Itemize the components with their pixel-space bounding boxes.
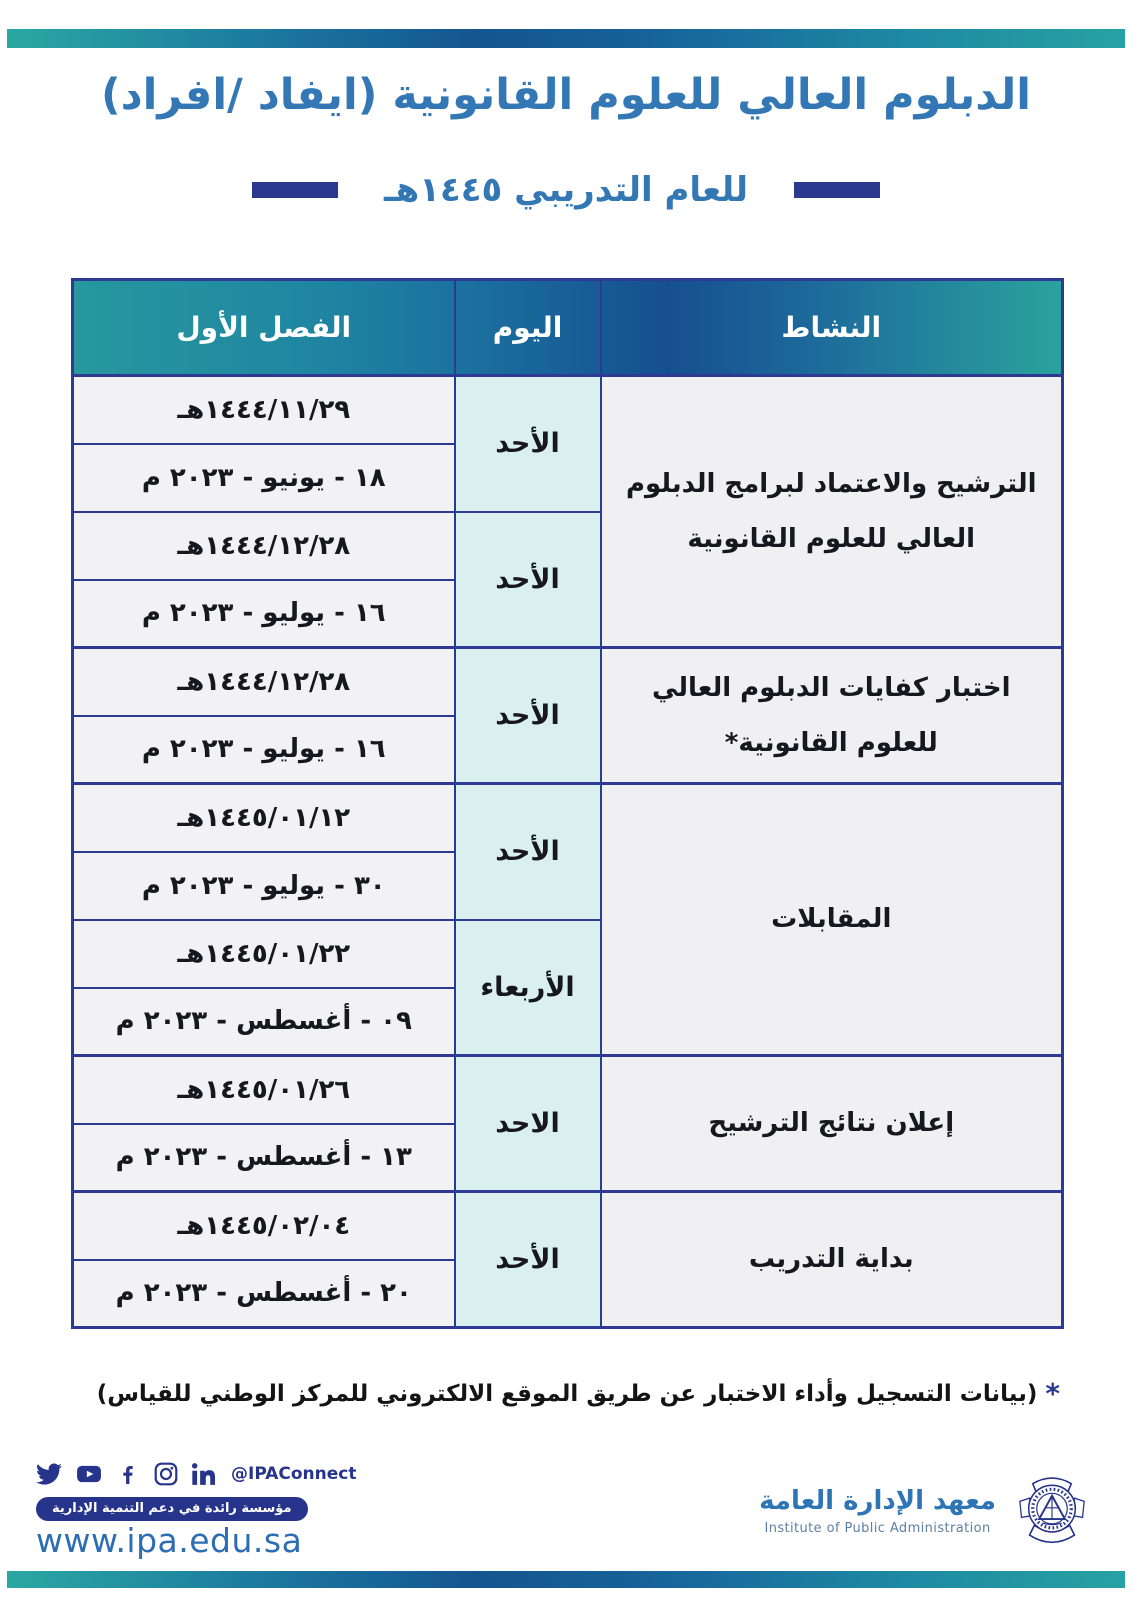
- day-cell: الأحد: [455, 784, 601, 920]
- day-cell: الأحد: [455, 648, 601, 784]
- table-row: [73, 648, 1063, 716]
- org-name-english: Institute of Public Administration: [764, 1521, 991, 1536]
- hijri-date-cell: ١٤٤٥/٠١/٢٦هـ: [73, 1056, 455, 1124]
- ipa-logo: [1010, 1466, 1094, 1556]
- hijri-date-cell: ١٤٤٥/٠١/١٢هـ: [73, 784, 455, 852]
- activity-cell: إعلان نتائج الترشيح: [601, 1056, 1063, 1192]
- day-cell: الأربعاء: [455, 920, 601, 1056]
- day-cell: الأحد: [455, 512, 601, 648]
- gregorian-date-cell: ٠٩ - أغسطس - ٢٠٢٣ م: [73, 988, 455, 1056]
- gregorian-date-cell: ١٦ - يوليو - ٢٠٢٣ م: [73, 716, 455, 784]
- hijri-date-cell: ١٤٤٤/١١/٢٩هـ: [73, 376, 455, 444]
- page-subtitle: للعام التدريبي ١٤٤٥هـ: [384, 170, 748, 210]
- youtube-icon[interactable]: [75, 1461, 103, 1487]
- facebook-icon[interactable]: [116, 1461, 140, 1487]
- hijri-date-cell: ١٤٤٤/١٢/٢٨هـ: [73, 648, 455, 716]
- table-row: [73, 784, 1063, 852]
- linkedin-icon[interactable]: [192, 1461, 218, 1487]
- org-name-arabic: معهد الإدارة العامة: [759, 1486, 996, 1516]
- day-cell: الأحد: [455, 1192, 601, 1328]
- instagram-icon[interactable]: [153, 1461, 179, 1487]
- gregorian-date-cell: ٣٠ - يوليو - ٢٠٢٣ م: [73, 852, 455, 920]
- day-cell: الاحد: [455, 1056, 601, 1192]
- header-semester: الفصل الأول: [73, 280, 455, 376]
- gregorian-date-cell: ١٦ - يوليو - ٢٠٢٣ م: [73, 580, 455, 648]
- schedule-table: [71, 278, 1064, 1329]
- social-row: [36, 1461, 360, 1487]
- activity-cell: اختبار كفايات الدبلوم العالي للعلوم القانونية*: [601, 648, 1063, 784]
- activity-cell: بداية التدريب: [601, 1192, 1063, 1328]
- activity-cell: الترشيح والاعتماد لبرامج الدبلوم العالي للعلوم القانونية: [601, 376, 1063, 648]
- bottom-gradient-bar: [7, 1571, 1125, 1588]
- schedule-table-body: [73, 376, 1063, 1328]
- twitter-icon[interactable]: [36, 1461, 62, 1487]
- table-row: [73, 1056, 1063, 1124]
- gregorian-date-cell: ١٨ - يونيو - ٢٠٢٣ م: [73, 444, 455, 512]
- schedule-table-header: [73, 280, 1063, 376]
- day-cell: الأحد: [455, 376, 601, 512]
- gregorian-date-cell: ١٣ - أغسطس - ٢٠٢٣ م: [73, 1124, 455, 1192]
- hijri-date-cell: ١٤٤٥/٠٢/٠٤هـ: [73, 1192, 455, 1260]
- header-row: [73, 280, 1063, 376]
- header-day: اليوم: [455, 280, 601, 376]
- footnote-text: (بيانات التسجيل وأداء الاختبار عن طريق الموقع الالكتروني للمركز الوطني للقياس): [96, 1381, 1038, 1407]
- social-handle[interactable]: @IPAConnect: [231, 1464, 357, 1484]
- top-gradient-bar: [7, 29, 1125, 48]
- activity-cell: المقابلات: [601, 784, 1063, 1056]
- page-title: الدبلوم العالي للعلوم القانونية (ايفاد /افراد): [100, 70, 1032, 120]
- tagline-badge: مؤسسة رائدة في دعم التنمية الإدارية: [36, 1497, 308, 1521]
- footnote: [96, 1377, 1060, 1410]
- gregorian-date-cell: ٢٠ - أغسطس - ٢٠٢٣ م: [73, 1260, 455, 1328]
- hijri-date-cell: ١٤٤٤/١٢/٢٨هـ: [73, 512, 455, 580]
- table-row: [73, 376, 1063, 444]
- website-link[interactable]: www.ipa.edu.sa: [36, 1521, 303, 1560]
- subtitle-dash-left: [252, 182, 338, 198]
- table-row: [73, 1192, 1063, 1260]
- subtitle-row: [0, 170, 1132, 210]
- header-activity: النشاط: [601, 280, 1063, 376]
- org-block: [759, 1486, 996, 1536]
- subtitle-dash-right: [794, 182, 880, 198]
- footnote-asterisk: *: [1045, 1377, 1060, 1410]
- hijri-date-cell: ١٤٤٥/٠١/٢٢هـ: [73, 920, 455, 988]
